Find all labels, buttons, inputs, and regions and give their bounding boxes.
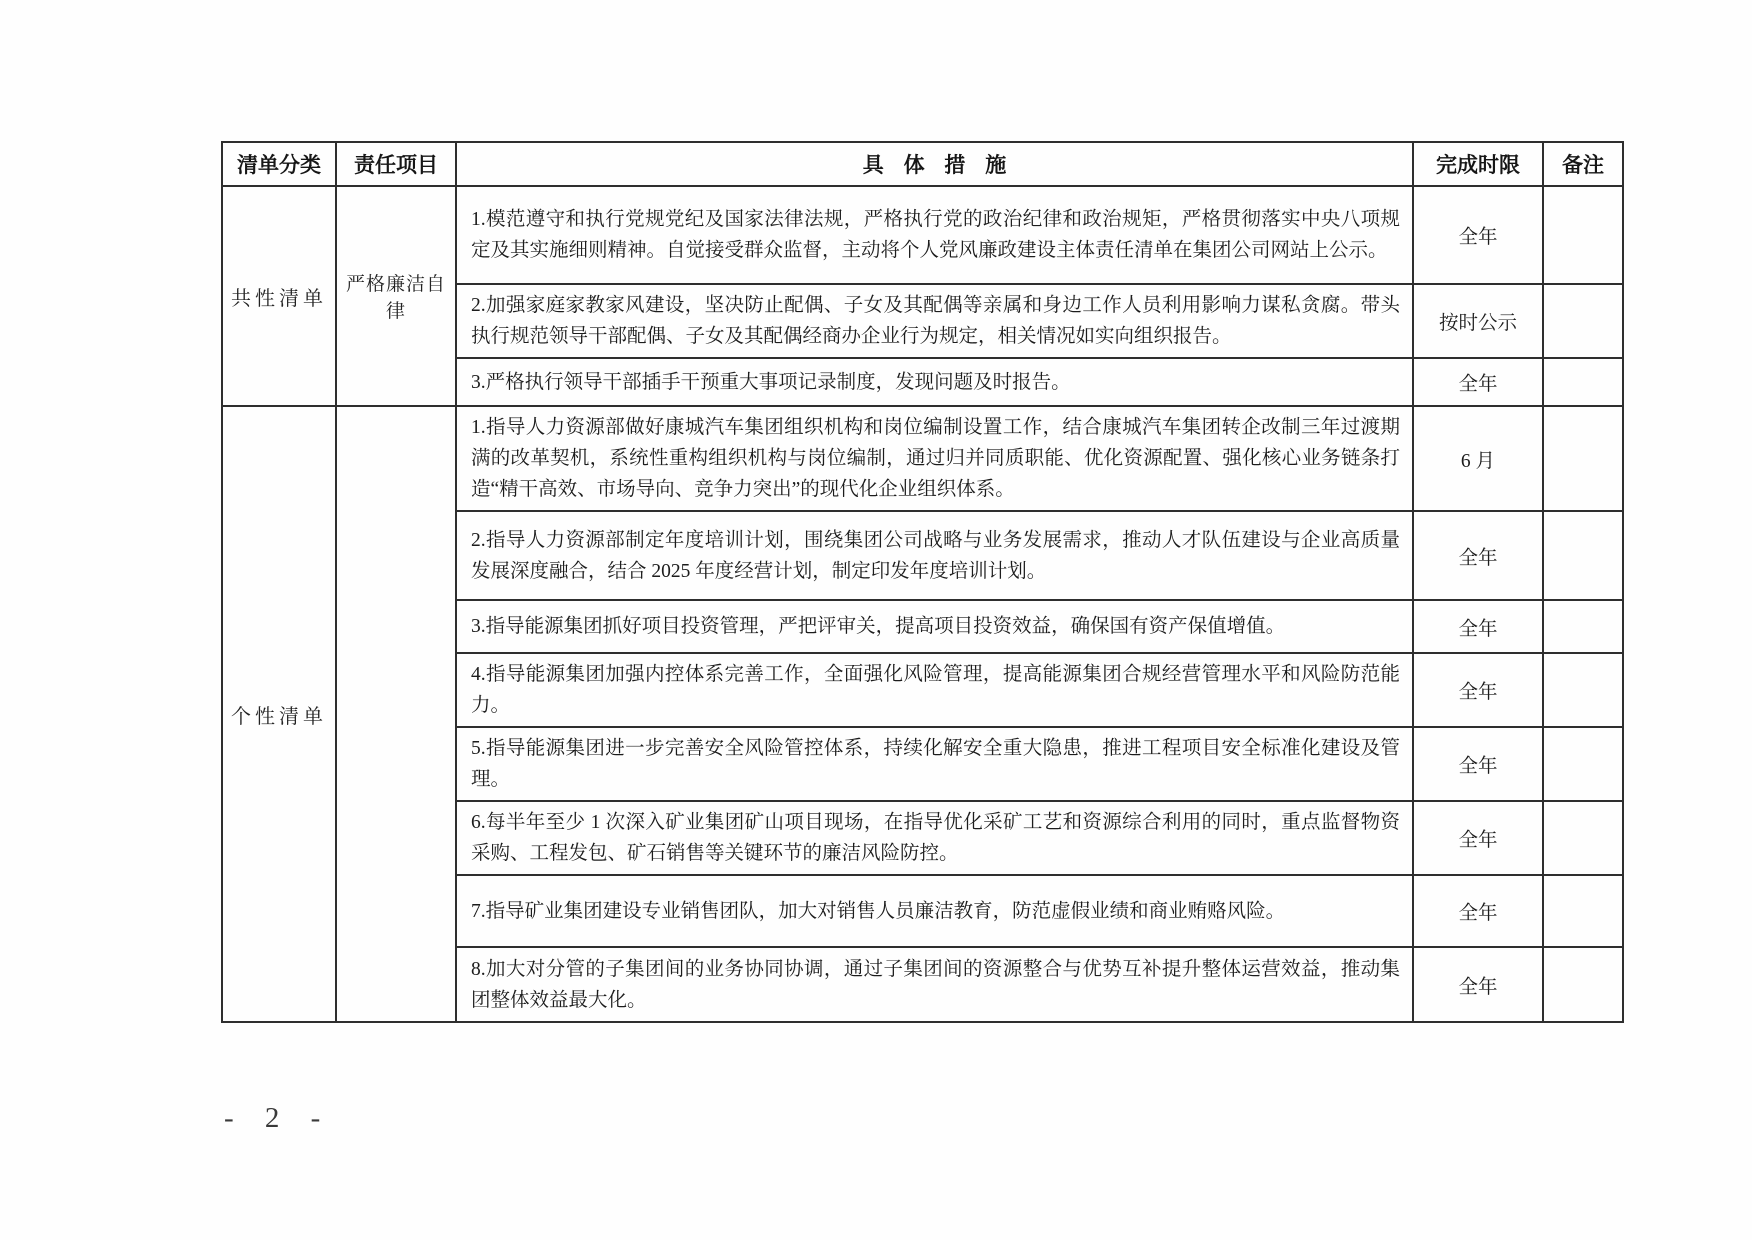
remark-cell — [1543, 406, 1623, 511]
deadline-cell: 全年 — [1413, 947, 1543, 1022]
deadline-cell: 按时公示 — [1413, 284, 1543, 358]
remark-cell — [1543, 511, 1623, 600]
page-number: - 2 - — [224, 1102, 330, 1134]
measure-cell: 2.加强家庭家教家风建设，坚决防止配偶、子女及其配偶等亲属和身边工作人员利用影响力谋私贪腐。带头执行规范领导干部配偶、子女及其配偶经商办企业行为规定，相关情况如实向组织报告。 — [456, 284, 1413, 358]
project-cell-integrity-selfdiscipline: 严格廉洁自律 — [336, 186, 456, 406]
header-remark: 备注 — [1543, 142, 1623, 186]
remark-cell — [1543, 284, 1623, 358]
deadline-cell: 全年 — [1413, 653, 1543, 727]
measure-cell: 5.指导能源集团进一步完善安全风险管控体系，持续化解安全重大隐患，推进工程项目安全标准化建设及管理。 — [456, 727, 1413, 801]
measure-cell: 2.指导人力资源部制定年度培训计划，围绕集团公司战略与业务发展需求，推动人才队伍建设与企业高质量发展深度融合，结合 2025 年度经营计划，制定印发年度培训计划。 — [456, 511, 1413, 600]
remark-cell — [1543, 600, 1623, 653]
header-project: 责任项目 — [336, 142, 456, 186]
header-category: 清单分类 — [222, 142, 336, 186]
remark-cell — [1543, 947, 1623, 1022]
table-header-row — [222, 142, 1623, 186]
measure-cell: 3.严格执行领导干部插手干预重大事项记录制度，发现问题及时报告。 — [456, 358, 1413, 406]
measure-cell: 1.模范遵守和执行党规党纪及国家法律法规，严格执行党的政治纪律和政治规矩，严格贯彻落实中央八项规定及其实施细则精神。自觉接受群众监督，主动将个人党风廉政建设主体责任清单在集团公司网站上公示。 — [456, 186, 1413, 284]
deadline-cell: 6 月 — [1413, 406, 1543, 511]
deadline-cell: 全年 — [1413, 727, 1543, 801]
table-row — [222, 406, 1623, 511]
measure-cell: 6.每半年至少 1 次深入矿业集团矿山项目现场，在指导优化采矿工艺和资源综合利用的同时，重点监督物资采购、工程发包、矿石销售等关键环节的廉洁风险防控。 — [456, 801, 1413, 875]
remark-cell — [1543, 727, 1623, 801]
deadline-cell: 全年 — [1413, 875, 1543, 947]
deadline-cell: 全年 — [1413, 358, 1543, 406]
remark-cell — [1543, 186, 1623, 284]
measure-cell: 8.加大对分管的子集团间的业务协同协调，通过子集团间的资源整合与优势互补提升整体运营效益，推动集团整体效益最大化。 — [456, 947, 1413, 1022]
measure-cell: 3.指导能源集团抓好项目投资管理，严把评审关，提高项目投资效益，确保国有资产保值增值。 — [456, 600, 1413, 653]
category-cell-common-list: 共性清单 — [222, 186, 336, 406]
deadline-cell: 全年 — [1413, 801, 1543, 875]
deadline-cell: 全年 — [1413, 600, 1543, 653]
project-cell-empty — [336, 406, 456, 1022]
header-measures: 具 体 措 施 — [456, 142, 1413, 186]
measure-cell: 7.指导矿业集团建设专业销售团队，加大对销售人员廉洁教育，防范虚假业绩和商业贿赂风险。 — [456, 875, 1413, 947]
deadline-cell: 全年 — [1413, 186, 1543, 284]
remark-cell — [1543, 358, 1623, 406]
table-row — [222, 186, 1623, 284]
remark-cell — [1543, 801, 1623, 875]
deadline-cell: 全年 — [1413, 511, 1543, 600]
remark-cell — [1543, 653, 1623, 727]
measure-cell: 1.指导人力资源部做好康城汽车集团组织机构和岗位编制设置工作，结合康城汽车集团转企改制三年过渡期满的改革契机，系统性重构组织机构与岗位编制，通过归并同质职能、优化资源配置、强化核心业务链条打造“精干高效、市场导向、竞争力突出”的现代化企业组织体系。 — [456, 406, 1413, 511]
category-cell-individual-list: 个性清单 — [222, 406, 336, 1022]
measure-cell: 4.指导能源集团加强内控体系完善工作，全面强化风险管理，提高能源集团合规经营管理水平和风险防范能力。 — [456, 653, 1413, 727]
header-deadline: 完成时限 — [1413, 142, 1543, 186]
responsibility-list-table — [221, 141, 1624, 1023]
remark-cell — [1543, 875, 1623, 947]
